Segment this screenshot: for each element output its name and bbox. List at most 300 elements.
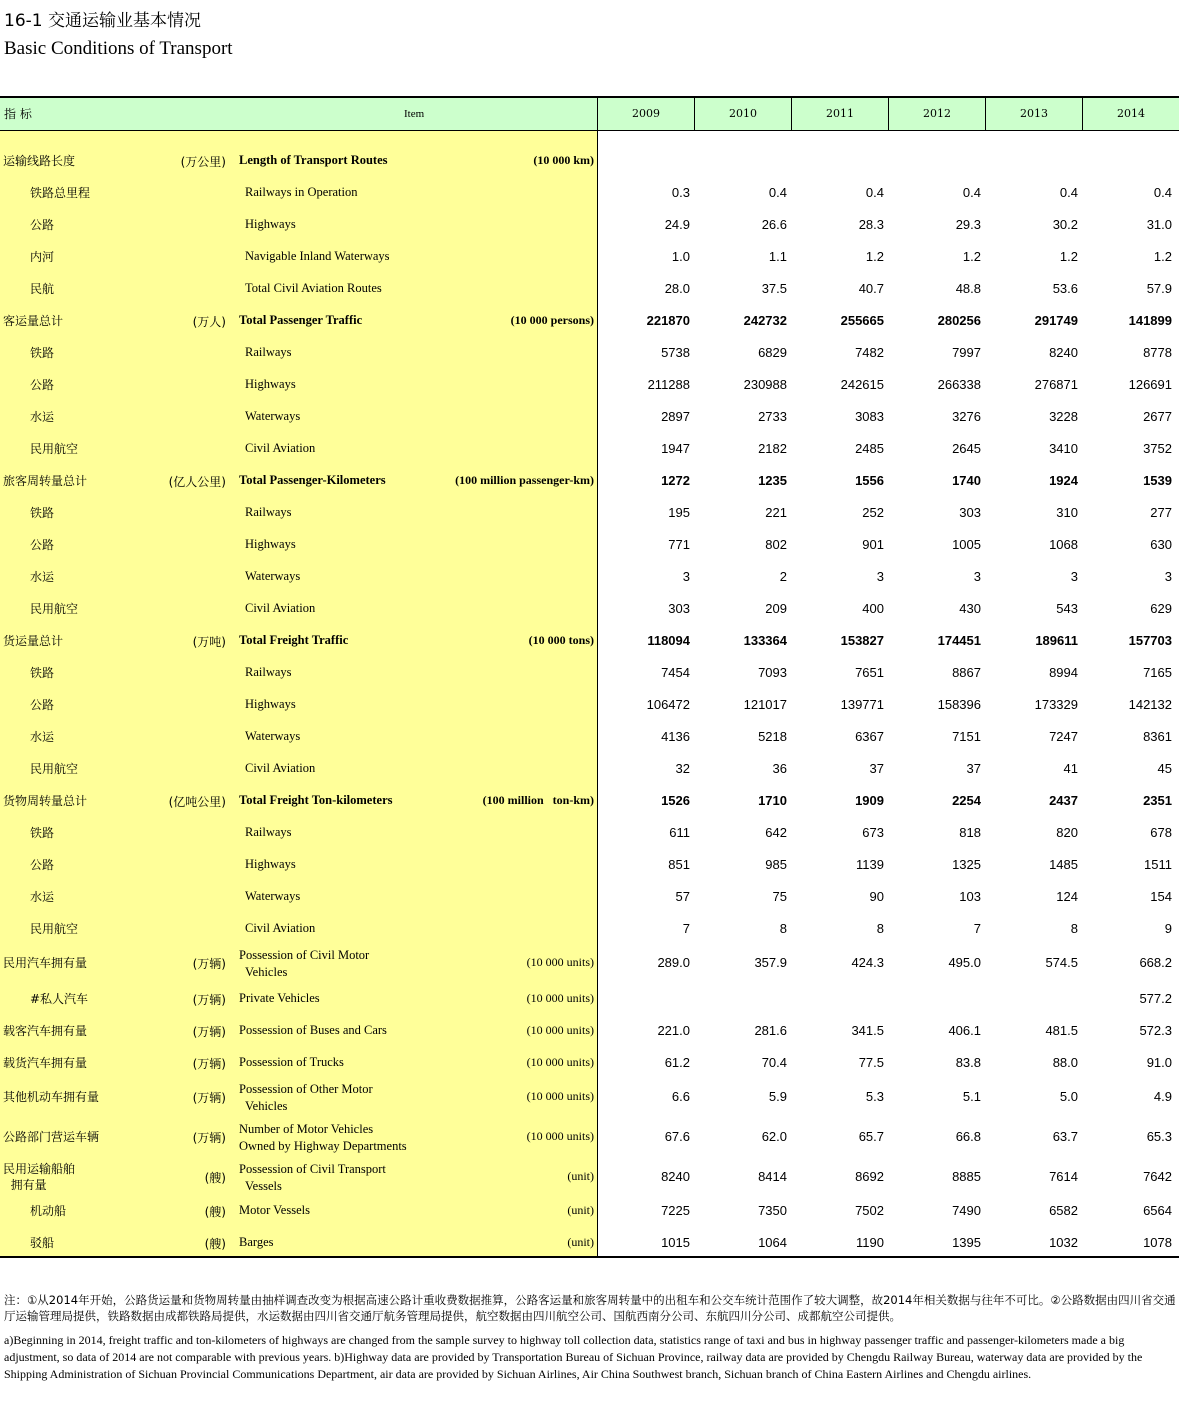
row-value: 118094 <box>647 633 690 648</box>
row-value: 7247 <box>1049 729 1078 744</box>
row-value: 303 <box>959 505 981 520</box>
row-value: 642 <box>765 825 787 840</box>
row-label-en: Possession of Other Motor Vehicles <box>239 1082 373 1113</box>
row-label-zh: 公路 <box>30 698 55 712</box>
row-value: 126691 <box>1128 377 1172 392</box>
row-value: 66.8 <box>955 1129 981 1144</box>
row-value: 2254 <box>952 793 981 808</box>
row-value: 1740 <box>952 473 981 488</box>
row-value: 424.3 <box>851 955 884 970</box>
row-label-zh: 水运 <box>30 890 55 904</box>
row-value: 37 <box>869 761 884 776</box>
row-label-en: Waterways <box>245 409 301 423</box>
row-label-en: Highways <box>245 377 296 391</box>
row-value: 3 <box>682 569 690 584</box>
row-value: 5.3 <box>865 1089 884 1104</box>
row-value: 357.9 <box>754 955 787 970</box>
row-value: 3083 <box>855 409 884 424</box>
page-title-en: Basic Conditions of Transport <box>4 38 233 59</box>
row-value: 1.2 <box>1153 249 1172 264</box>
row-label-en: Waterways <box>245 889 301 903</box>
row-value: 158396 <box>937 697 981 712</box>
row-value: 8994 <box>1049 665 1078 680</box>
row-label-zh: 公路 <box>30 218 55 232</box>
row-value: 28.3 <box>858 217 884 232</box>
row-value: 9 <box>1164 921 1172 936</box>
row-value: 1032 <box>1049 1235 1078 1250</box>
row-label-en: Total Freight Ton-kilometers <box>239 793 393 807</box>
row-value: 141899 <box>1128 313 1172 328</box>
row-unit-en: (10 000 km) <box>533 153 594 167</box>
row-label-en: Possession of Buses and Cars <box>239 1023 387 1037</box>
row-value: 8361 <box>1143 729 1172 744</box>
row-value: 1.1 <box>768 249 787 264</box>
row-label-en: Possession of Civil Motor Vehicles <box>239 948 370 979</box>
row-value: 281.6 <box>754 1023 787 1038</box>
row-value: 611 <box>669 825 690 840</box>
row-value: 3228 <box>1049 409 1078 424</box>
row-label-en: Length of Transport Routes <box>239 153 388 167</box>
row-label-en: Highways <box>245 217 296 231</box>
row-value: 57 <box>675 889 690 904</box>
row-label-zh: 铁路总里程 <box>30 186 91 200</box>
row-label-en: Barges <box>239 1235 274 1249</box>
row-label-zh: 水运 <box>30 410 55 424</box>
row-value: 1.2 <box>1059 249 1078 264</box>
row-value: 8240 <box>1049 345 1078 360</box>
row-value: 221870 <box>646 313 690 328</box>
header-year-2014: 2014 <box>1082 98 1179 130</box>
row-value: 1.0 <box>671 249 690 264</box>
row-value: 0.4 <box>768 185 787 200</box>
row-value: 252 <box>862 505 884 520</box>
row-label-en: Total Freight Traffic <box>239 633 349 647</box>
row-label-zh: 铁路 <box>30 826 55 840</box>
row-value: 6829 <box>758 345 787 360</box>
row-value: 57.9 <box>1146 281 1172 296</box>
row-label-zh: 内河 <box>30 250 55 264</box>
row-label-en: Possession of Trucks <box>239 1055 344 1069</box>
row-label-zh: 驳船 <box>30 1236 55 1250</box>
row-value: 124 <box>1056 889 1078 904</box>
row-unit-zh: (艘) <box>204 1171 226 1185</box>
row-label-zh: 载客汽车拥有量 <box>3 1024 88 1038</box>
row-value: 139771 <box>840 697 884 712</box>
row-value: 90 <box>869 889 884 904</box>
row-value: 221.0 <box>657 1023 690 1038</box>
row-value: 7490 <box>952 1203 981 1218</box>
row-value: 2 <box>779 569 787 584</box>
row-label-zh: 民用航空 <box>30 762 79 776</box>
row-label-zh: 民用汽车拥有量 <box>3 956 88 970</box>
row-value: 7350 <box>758 1203 787 1218</box>
row-value: 255665 <box>840 313 884 328</box>
row-value: 67.6 <box>664 1129 690 1144</box>
row-label-en: Total Passenger Traffic <box>239 313 363 327</box>
row-unit-zh: (万辆) <box>192 1057 226 1071</box>
row-value: 3410 <box>1049 441 1078 456</box>
row-label-en: Waterways <box>245 569 301 583</box>
row-value: 1.2 <box>865 249 884 264</box>
row-unit-zh: (万辆) <box>192 1131 226 1145</box>
row-label-en: Civil Aviation <box>245 601 316 615</box>
row-label-zh: 民用运输船舶 拥有量 <box>3 1162 76 1192</box>
row-value: 209 <box>765 601 787 616</box>
row-value: 1015 <box>661 1235 690 1250</box>
row-value: 8778 <box>1143 345 1172 360</box>
row-label-en: Civil Aviation <box>245 761 316 775</box>
row-label-en: Total Civil Aviation Routes <box>245 281 382 295</box>
row-value: 2182 <box>758 441 787 456</box>
header-indicator-zh: 指 标 <box>4 107 32 121</box>
row-value: 65.3 <box>1146 1129 1172 1144</box>
row-value: 495.0 <box>948 955 981 970</box>
row-value: 37.5 <box>761 281 787 296</box>
row-unit-en: (100 million ton-km) <box>482 793 594 807</box>
row-value: 211288 <box>647 377 690 392</box>
row-value: 280256 <box>937 313 981 328</box>
row-unit-en: (10 000 persons) <box>510 313 594 327</box>
row-value: 430 <box>959 601 981 616</box>
row-value: 7642 <box>1143 1169 1172 1184</box>
row-value: 6582 <box>1049 1203 1078 1218</box>
row-value: 3 <box>1070 569 1078 584</box>
row-label-zh: 铁路 <box>30 506 55 520</box>
row-label-zh: 货物周转量总计 <box>3 794 88 808</box>
row-label-zh: 载货汽车拥有量 <box>3 1056 88 1070</box>
row-value: 91.0 <box>1146 1055 1172 1070</box>
row-unit-zh: (万公里) <box>180 155 226 169</box>
row-value: 4136 <box>661 729 690 744</box>
row-label-en: Civil Aviation <box>245 921 316 935</box>
row-value: 29.3 <box>955 217 981 232</box>
row-value: 7482 <box>855 345 884 360</box>
row-value: 31.0 <box>1146 217 1172 232</box>
row-label-en: Civil Aviation <box>245 441 316 455</box>
statistics-table <box>0 96 1179 1258</box>
row-value: 8885 <box>952 1169 981 1184</box>
row-value: 985 <box>765 857 787 872</box>
row-value: 1064 <box>758 1235 787 1250</box>
row-value: 8 <box>876 921 884 936</box>
row-value: 5.9 <box>768 1089 787 1104</box>
row-value: 3 <box>1164 569 1172 584</box>
row-label-en: Number of Motor Vehicles Owned by Highway Departments <box>239 1122 407 1153</box>
row-value: 1395 <box>952 1235 981 1250</box>
row-value: 3276 <box>952 409 981 424</box>
row-value: 2897 <box>661 409 690 424</box>
row-unit-en: (10 000 units) <box>526 1089 594 1103</box>
row-label-en: Railways <box>245 505 292 519</box>
row-value: 277 <box>1150 505 1172 520</box>
row-value: 303 <box>668 601 690 616</box>
row-value: 32 <box>675 761 690 776</box>
table-header <box>0 98 1179 131</box>
page-title-zh: 16-1 交通运输业基本情况 <box>4 11 201 31</box>
row-value: 851 <box>668 857 690 872</box>
row-value: 2733 <box>758 409 787 424</box>
row-value: 7093 <box>758 665 787 680</box>
row-value: 276871 <box>1034 377 1078 392</box>
row-value: 7454 <box>661 665 690 680</box>
row-value: 62.0 <box>761 1129 787 1144</box>
row-label-zh: 旅客周转量总计 <box>3 474 88 488</box>
row-value: 1710 <box>758 793 787 808</box>
row-value: 77.5 <box>858 1055 884 1070</box>
row-value: 6367 <box>855 729 884 744</box>
row-value: 668.2 <box>1139 955 1172 970</box>
row-label-en: Navigable Inland Waterways <box>245 249 390 263</box>
row-value: 75 <box>772 889 787 904</box>
row-label-zh: 民用航空 <box>30 602 79 616</box>
row-value: 103 <box>959 889 981 904</box>
row-value: 83.8 <box>955 1055 981 1070</box>
row-value: 1511 <box>1144 857 1172 872</box>
row-unit-zh: (万吨) <box>192 635 226 649</box>
row-unit-zh: (万辆) <box>192 1025 226 1039</box>
row-value: 543 <box>1056 601 1078 616</box>
row-value: 3752 <box>1143 441 1172 456</box>
row-value: 41 <box>1063 761 1078 776</box>
row-unit-en: (unit) <box>567 1235 594 1249</box>
row-value: 26.6 <box>761 217 787 232</box>
row-label-zh: 水运 <box>30 730 55 744</box>
header-year-2010: 2010 <box>694 98 791 130</box>
row-value: 7651 <box>855 665 884 680</box>
row-value: 818 <box>959 825 981 840</box>
row-unit-zh: (亿人公里) <box>168 475 226 489</box>
row-value: 37 <box>966 761 981 776</box>
notes-en: a)Beginning in 2014, freight traffic and ton-kilometers of highways are changed from the sample survey to highway toll collection data, statistics range of taxi and bus in highway passenger traffic and passenger-kilometers made a big adjustment, so data of 2014 are not comparable with previous years. b)Highway data are provided by Transportation Bureau of Sichuan Province, railway data are provided by Chengdu Railway Bureau, waterway data are provided by the Shipping Administration of Sichuan Provincial Communications Department, air data are provided by Sichuan Airlines, Air China Southwest branch, Sichuan branch of China Eastern Airlines and Chengdu airlines. <box>4 1333 1143 1381</box>
row-value: 1909 <box>855 793 884 808</box>
row-label-zh: 运输线路长度 <box>3 154 76 168</box>
row-label-en: Highways <box>245 857 296 871</box>
row-value: 2677 <box>1143 409 1172 424</box>
row-value: 40.7 <box>858 281 884 296</box>
row-value: 142132 <box>1128 697 1172 712</box>
row-value: 1947 <box>661 441 690 456</box>
row-value: 53.6 <box>1052 281 1078 296</box>
row-label-en: Railways <box>245 665 292 679</box>
row-value: 7997 <box>952 345 981 360</box>
row-label-zh: 客运量总计 <box>3 314 64 328</box>
row-unit-en: (100 million passenger-km) <box>455 473 594 487</box>
row-value: 8867 <box>952 665 981 680</box>
row-label-en: Highways <box>245 697 296 711</box>
row-value: 36 <box>772 761 787 776</box>
row-value: 6.6 <box>671 1089 690 1104</box>
row-label-zh: 货运量总计 <box>3 634 64 648</box>
row-unit-en: (unit) <box>567 1169 594 1183</box>
row-value: 820 <box>1056 825 1078 840</box>
row-value: 1235 <box>758 473 787 488</box>
row-value: 1485 <box>1049 857 1078 872</box>
row-value: 63.7 <box>1052 1129 1078 1144</box>
row-value: 0.3 <box>671 185 690 200</box>
row-value: 48.8 <box>955 281 981 296</box>
row-value: 1539 <box>1143 473 1172 488</box>
row-value: 1078 <box>1143 1235 1172 1250</box>
row-unit-zh: (万人) <box>192 315 226 329</box>
row-unit-zh: (艘) <box>204 1237 226 1251</box>
row-value: 0.4 <box>1153 185 1172 200</box>
row-value: 1325 <box>952 857 981 872</box>
row-value: 2485 <box>855 441 884 456</box>
row-label-zh: 公路 <box>30 858 55 872</box>
row-label-zh: 铁路 <box>30 346 55 360</box>
row-label-zh: 公路 <box>30 378 55 392</box>
row-value: 7165 <box>1143 665 1172 680</box>
row-label-zh: 民用航空 <box>30 442 79 456</box>
row-label-zh: 机动船 <box>30 1204 67 1218</box>
row-label-zh: 公路部门营运车辆 <box>3 1130 100 1144</box>
row-label-zh: 其他机动车拥有量 <box>3 1090 100 1104</box>
row-value: 28.0 <box>664 281 690 296</box>
row-value: 30.2 <box>1052 217 1078 232</box>
row-unit-en: (10 000 units) <box>526 1023 594 1037</box>
row-value: 341.5 <box>851 1023 884 1038</box>
row-value: 673 <box>862 825 884 840</box>
row-label-en: Total Passenger-Kilometers <box>239 473 386 487</box>
row-value: 1556 <box>855 473 884 488</box>
row-unit-zh: (万辆) <box>192 1091 226 1105</box>
row-value: 802 <box>765 537 787 552</box>
row-value: 406.1 <box>948 1023 981 1038</box>
row-value: 8 <box>779 921 787 936</box>
row-label-zh: 铁路 <box>30 666 55 680</box>
row-value: 629 <box>1150 601 1172 616</box>
row-value: 230988 <box>743 377 787 392</box>
row-value: 5218 <box>758 729 787 744</box>
header-year-2012: 2012 <box>888 98 985 130</box>
row-value: 3 <box>973 569 981 584</box>
notes-zh: 注：①从2014年开始，公路货运量和货物周转量由抽样调查改变为根据高速公路计重收费数据推算，公路客运量和旅客周转量中的出租车和公交车统计范围作了较大调整，故2014年相关数据与往年不可比。②公路数据由四川省交通厅运输管理局提供，铁路数据由成都铁路局提供，水运数据由四川省交通厅航务管理局提供，航空数据由四川航空公司、国航西南分公司、东航四川分公司、成都航空公司提供。 <box>4 1293 1176 1323</box>
row-value: 400 <box>862 601 884 616</box>
row-value: 195 <box>668 505 690 520</box>
row-value: 8692 <box>855 1169 884 1184</box>
row-label-en: Railways in Operation <box>245 185 358 199</box>
row-label-en: Possession of Civil Transport Vessels <box>239 1162 386 1193</box>
row-value: 7502 <box>855 1203 884 1218</box>
row-value: 5.0 <box>1059 1089 1078 1104</box>
row-label-zh: 公路 <box>30 538 55 552</box>
row-value: 242732 <box>743 313 787 328</box>
row-value: 7 <box>973 921 981 936</box>
row-value: 7151 <box>952 729 981 744</box>
header-item-en: Item <box>404 108 425 120</box>
row-value: 7614 <box>1049 1169 1078 1184</box>
row-label-en: Highways <box>245 537 296 551</box>
row-value: 1526 <box>661 793 690 808</box>
row-unit-en: (unit) <box>567 1203 594 1217</box>
row-value: 1.2 <box>962 249 981 264</box>
row-unit-zh: (万辆) <box>192 993 226 1007</box>
row-label-en: Motor Vessels <box>239 1203 310 1217</box>
header-year-2011: 2011 <box>791 98 888 130</box>
row-value: 189611 <box>1035 633 1078 648</box>
row-value: 0.4 <box>962 185 981 200</box>
row-value: 8240 <box>661 1169 690 1184</box>
row-value: 8414 <box>758 1169 787 1184</box>
row-value: 221 <box>765 505 787 520</box>
row-value: 266338 <box>937 377 981 392</box>
row-unit-en: (10 000 units) <box>526 1055 594 1069</box>
row-value: 3 <box>876 569 884 584</box>
header-year-2009: 2009 <box>597 98 694 130</box>
row-unit-en: (10 000 units) <box>526 955 594 969</box>
row-value: 61.2 <box>664 1055 690 1070</box>
row-value: 133364 <box>743 633 787 648</box>
row-value: 106472 <box>646 697 690 712</box>
row-unit-zh: (万辆) <box>192 957 226 971</box>
row-value: 70.4 <box>761 1055 787 1070</box>
row-label-en: Railways <box>245 825 292 839</box>
header-year-2013: 2013 <box>985 98 1082 130</box>
row-value: 1005 <box>952 537 981 552</box>
row-value: 1139 <box>856 857 884 872</box>
row-value: 154 <box>1150 889 1172 904</box>
row-label-zh: 水运 <box>30 570 55 584</box>
row-value: 1924 <box>1049 473 1078 488</box>
row-value: 174451 <box>937 633 981 648</box>
row-value: 630 <box>1150 537 1172 552</box>
row-label-en: Railways <box>245 345 292 359</box>
row-label-zh: #私人汽车 <box>30 992 89 1006</box>
row-value: 678 <box>1150 825 1172 840</box>
row-value: 88.0 <box>1052 1055 1078 1070</box>
row-value: 242615 <box>840 377 884 392</box>
row-unit-en: (10 000 units) <box>526 1129 594 1143</box>
row-label-zh: 民航 <box>30 282 55 296</box>
row-value: 577.2 <box>1139 991 1172 1006</box>
row-value: 572.3 <box>1139 1023 1172 1038</box>
row-value: 8 <box>1070 921 1078 936</box>
row-value: 2645 <box>952 441 981 456</box>
row-value: 173329 <box>1034 697 1078 712</box>
row-value: 7225 <box>661 1203 690 1218</box>
row-value: 2437 <box>1049 793 1078 808</box>
row-value: 6564 <box>1143 1203 1172 1218</box>
row-value: 2351 <box>1143 793 1172 808</box>
row-label-en: Waterways <box>245 729 301 743</box>
row-unit-zh: (亿吨公里) <box>168 795 226 809</box>
row-value: 901 <box>862 537 884 552</box>
row-value: 5738 <box>661 345 690 360</box>
row-value: 153827 <box>840 633 884 648</box>
row-value: 24.9 <box>664 217 690 232</box>
row-unit-en: (10 000 units) <box>526 991 594 1005</box>
row-value: 291749 <box>1034 313 1078 328</box>
row-unit-en: (10 000 tons) <box>528 633 594 647</box>
row-value: 289.0 <box>657 955 690 970</box>
row-value: 5.1 <box>962 1089 981 1104</box>
row-value: 45 <box>1157 761 1172 776</box>
row-value: 121017 <box>743 697 787 712</box>
row-value: 4.9 <box>1153 1089 1172 1104</box>
row-value: 7 <box>682 921 690 936</box>
row-value: 1190 <box>856 1235 884 1250</box>
row-label-zh: 民用航空 <box>30 922 79 936</box>
row-value: 65.7 <box>858 1129 884 1144</box>
row-value: 0.4 <box>1059 185 1078 200</box>
row-value: 574.5 <box>1045 955 1078 970</box>
row-value: 157703 <box>1128 633 1172 648</box>
row-value: 0.4 <box>865 185 884 200</box>
row-value: 310 <box>1056 505 1078 520</box>
row-value: 1068 <box>1049 537 1078 552</box>
row-value: 771 <box>668 537 690 552</box>
row-unit-zh: (艘) <box>204 1205 226 1219</box>
